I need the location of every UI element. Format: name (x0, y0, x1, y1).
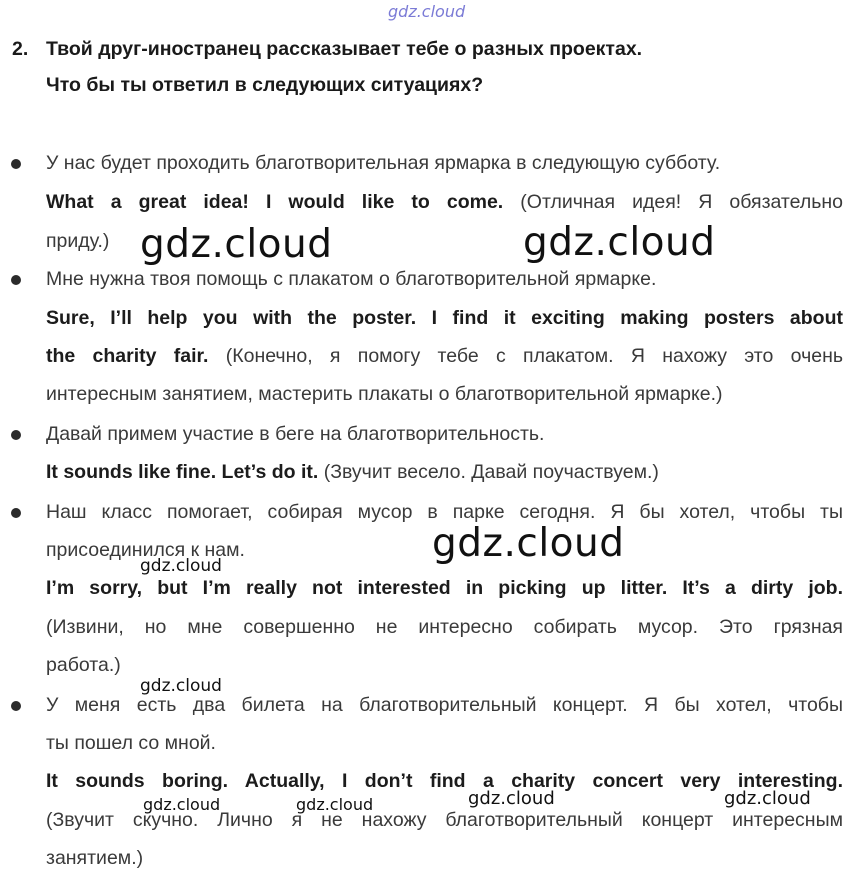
item1-translation-l1: (Отличная идея! Я обязательно (520, 191, 843, 213)
watermark: gdz.cloud (523, 220, 716, 265)
watermark: gdz.cloud (724, 788, 811, 809)
item5-answer-bold: It sounds boring. Actually, I don’t find a charity concert very interesting. (46, 770, 843, 792)
bullet-icon (11, 275, 21, 285)
bullet-icon (11, 508, 21, 518)
task-number: 2. (12, 38, 29, 60)
watermark: gdz.cloud (143, 795, 221, 814)
watermark: gdz.cloud (296, 795, 374, 814)
item5-translation-l1: (Звучит скучно. Лично я не нахожу благотворительный концерт интересным (46, 809, 843, 831)
watermark-top: gdz.cloud (388, 2, 466, 21)
item2-prompt: Мне нужна твоя помощь с плакатом о благотворительной ярмарке. (46, 268, 657, 290)
task-title-line1: Твой друг-иностранец рассказывает тебе о разных проектах. (46, 38, 643, 60)
item4-answer-bold: I’m sorry, but I’m really not interested in picking up litter. It’s a dirty job. (46, 577, 843, 599)
watermark: gdz.cloud (140, 676, 222, 696)
bullet-icon (11, 701, 21, 711)
item3-translation: (Звучит весело. Давай поучаствуем.) (323, 461, 659, 483)
item2-answer-l2 (46, 343, 843, 369)
item4-translation-l1: (Извини, но мне совершенно не интересно собирать мусор. Это грязная (46, 616, 843, 638)
item3-answer (46, 459, 843, 485)
watermark: gdz.cloud (468, 788, 555, 809)
item2-answer-bold-l2: the charity fair. (46, 345, 209, 367)
watermark: gdz.cloud (140, 556, 222, 576)
item4-translation-l2: работа.) (46, 654, 121, 676)
item1-prompt: У нас будет проходить благотворительная ярмарка в следующую субботу. (46, 152, 721, 174)
item4-prompt-l2: присоединился к нам. (46, 539, 245, 561)
item2-answer-bold-l1: Sure, I’ll help you with the poster. I find it exciting making posters about (46, 307, 843, 329)
watermark: gdz.cloud (432, 521, 625, 566)
watermark: gdz.cloud (140, 222, 333, 267)
task-title-line2: Что бы ты ответил в следующих ситуациях? (46, 74, 484, 96)
item1-answer (46, 189, 843, 215)
item4-prompt-l1: Наш класс помогает, собирая мусор в парке сегодня. Я бы хотел, чтобы ты (46, 501, 843, 523)
item1-translation-l2: приду.) (46, 230, 110, 252)
item5-prompt-l2: ты пошел со мной. (46, 732, 216, 754)
item5-translation-l2: занятием.) (46, 847, 144, 869)
bullet-icon (11, 430, 21, 440)
item1-answer-bold: What a great idea! I would like to come. (46, 191, 504, 213)
item3-answer-bold: It sounds like fine. Let’s do it. (46, 461, 319, 483)
bullet-icon (11, 159, 21, 169)
item5-prompt-l1: У меня есть два билета на благотворительный концерт. Я бы хотел, чтобы (46, 694, 843, 716)
item3-prompt: Давай примем участие в беге на благотворительность. (46, 423, 545, 445)
item2-translation-l2: интересным занятием, мастерить плакаты о благотворительной ярмарке.) (46, 383, 723, 405)
item2-translation-l1: (Конечно, я помогу тебе с плакатом. Я нахожу это очень (225, 345, 844, 367)
